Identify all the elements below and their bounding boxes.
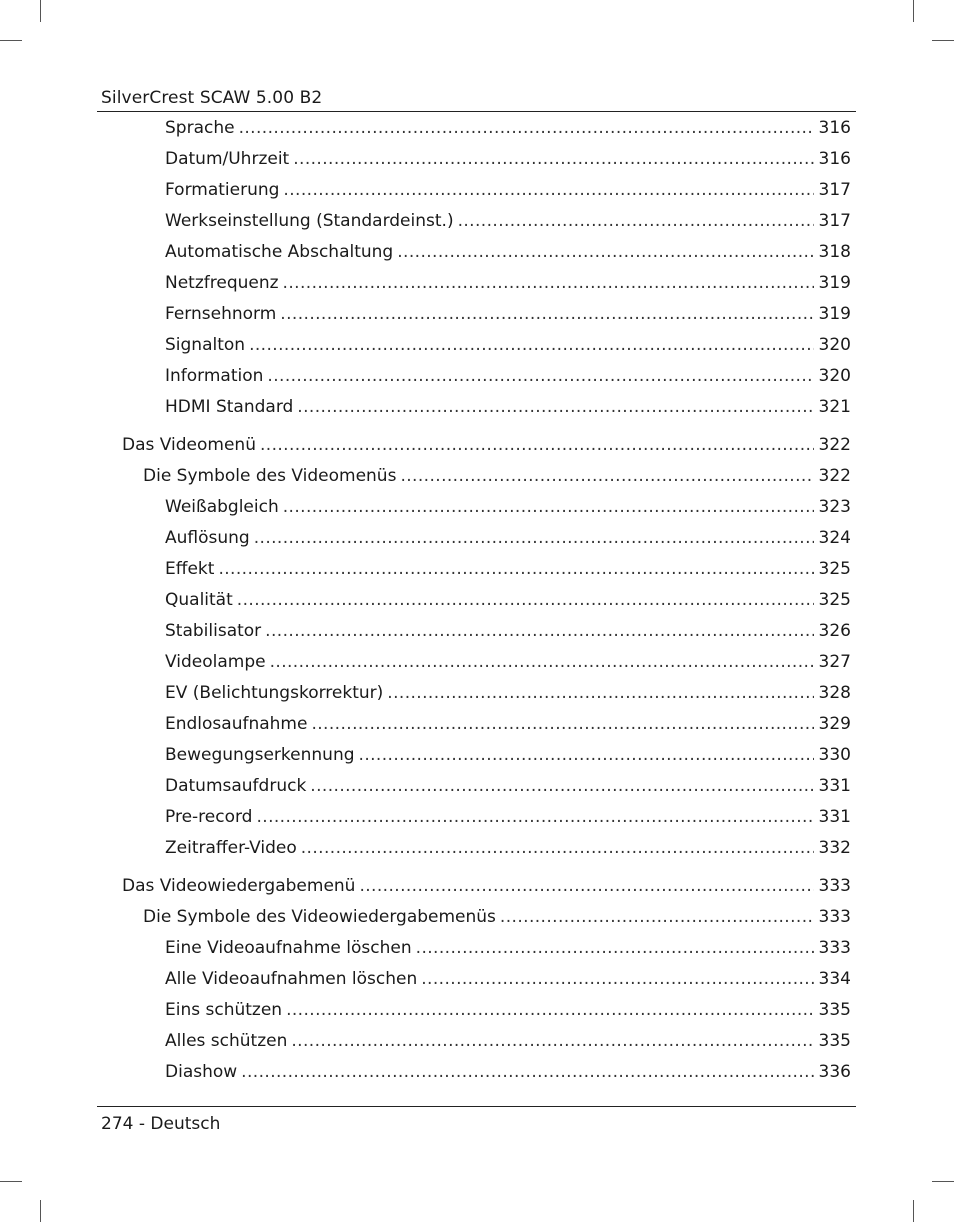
toc-entry-page: 322	[818, 435, 851, 455]
dot-leader	[283, 178, 813, 202]
dot-leader	[311, 712, 813, 736]
toc-entry-page: 326	[818, 621, 851, 641]
toc-entry-page: 317	[818, 180, 851, 200]
toc-entry-title: Information	[165, 366, 264, 386]
toc-entry[interactable]	[143, 905, 851, 929]
toc-entry-page: 316	[818, 118, 851, 138]
toc-entry-title: Auflösung	[165, 528, 250, 548]
toc-entry-title: Netzfrequenz	[165, 273, 279, 293]
toc-entry-page: 328	[818, 683, 851, 703]
dot-leader	[280, 302, 813, 326]
crop-mark	[40, 1200, 41, 1222]
toc-entry[interactable]	[165, 526, 851, 550]
toc-entry-page: 333	[818, 907, 851, 927]
crop-mark	[932, 1181, 954, 1182]
crop-mark	[913, 0, 914, 22]
toc-entry-page: 320	[818, 335, 851, 355]
toc-entry-title: Endlosaufnahme	[165, 714, 308, 734]
toc-entry[interactable]	[165, 998, 851, 1022]
toc-entry-title: Werkseinstellung (Standardeinst.)	[165, 211, 454, 231]
dot-leader	[310, 774, 813, 798]
dot-leader	[421, 967, 813, 991]
toc-entry[interactable]	[165, 650, 851, 674]
dot-leader	[400, 464, 813, 488]
toc-entry-title: Effekt	[165, 559, 215, 579]
toc-entry-page: 335	[818, 1031, 851, 1051]
dot-leader	[218, 557, 813, 581]
toc-entry[interactable]	[165, 333, 851, 357]
dot-leader	[286, 998, 813, 1022]
dot-leader	[256, 805, 813, 829]
toc-entry[interactable]	[165, 178, 851, 202]
dot-leader	[283, 271, 814, 295]
toc-entry-title: Zeitraffer-Video	[165, 838, 297, 858]
toc-entry-title: Eins schützen	[165, 1000, 283, 1020]
toc-entry-page: 335	[818, 1000, 851, 1020]
page-number: 274 - Deutsch	[101, 1114, 221, 1134]
dot-leader	[260, 433, 814, 457]
toc-entry[interactable]	[165, 147, 851, 171]
dot-leader	[416, 936, 814, 960]
toc-entry-title: EV (Belichtungskorrektur)	[165, 683, 384, 703]
toc-entry-title: Fernsehnorm	[165, 304, 277, 324]
toc-entry-page: 319	[818, 273, 851, 293]
running-header: SilverCrest SCAW 5.00 B2	[101, 88, 323, 108]
toc-entry-page: 329	[818, 714, 851, 734]
toc-entry-page: 325	[818, 559, 851, 579]
toc-entry-title: Datum/Uhrzeit	[165, 149, 290, 169]
toc-entry-title: Alles schützen	[165, 1031, 288, 1051]
toc-entry-title: Datumsaufdruck	[165, 776, 307, 796]
toc-entry-title: Weißabgleich	[165, 497, 279, 517]
dot-leader	[359, 743, 814, 767]
toc-entry[interactable]	[165, 364, 851, 388]
toc-entry-title: HDMI Standard	[165, 397, 294, 417]
dot-leader	[239, 116, 814, 140]
crop-mark	[932, 40, 954, 41]
toc-entry-title: Stabilisator	[165, 621, 262, 641]
toc-entry-page: 316	[818, 149, 851, 169]
toc-entry-page: 324	[818, 528, 851, 548]
dot-leader	[500, 905, 814, 929]
toc-entry-title: Videolampe	[165, 652, 266, 672]
toc-entry-title: Das Videowiedergabemenü	[122, 876, 356, 896]
toc-entry-page: 322	[818, 466, 851, 486]
toc-entry-page: 319	[818, 304, 851, 324]
toc-entry-title: Eine Videoaufnahme löschen	[165, 938, 412, 958]
toc-entry-title: Qualität	[165, 590, 233, 610]
toc-entry-page: 327	[818, 652, 851, 672]
toc-entry-page: 318	[818, 242, 851, 262]
toc-entry-page: 321	[818, 397, 851, 417]
toc-entry-page: 331	[818, 807, 851, 827]
dot-leader	[241, 1060, 813, 1084]
toc-entry[interactable]	[165, 936, 851, 960]
toc-entry-title: Das Videomenü	[122, 435, 256, 455]
toc-entry-title: Formatierung	[165, 180, 280, 200]
dot-leader	[249, 333, 813, 357]
dot-leader	[254, 526, 814, 550]
dot-leader	[387, 681, 813, 705]
toc-entry-title: Signalton	[165, 335, 246, 355]
dot-leader	[283, 495, 814, 519]
toc-entry[interactable]	[165, 271, 851, 295]
dot-leader	[458, 209, 814, 233]
toc-entry[interactable]	[165, 209, 851, 233]
dot-leader	[359, 874, 813, 898]
toc-entry[interactable]	[165, 743, 851, 767]
toc-entry-page: 317	[818, 211, 851, 231]
toc-entry-page: 334	[818, 969, 851, 989]
toc-entry[interactable]	[165, 557, 851, 581]
toc-entry[interactable]	[165, 805, 851, 829]
dot-leader	[301, 836, 814, 860]
toc-entry[interactable]	[122, 433, 851, 457]
toc-entry-page: 331	[818, 776, 851, 796]
toc-entry[interactable]	[165, 1029, 851, 1053]
toc-entry[interactable]	[165, 681, 851, 705]
toc-entry-title: Pre-record	[165, 807, 253, 827]
toc-entry[interactable]	[165, 619, 851, 643]
toc-entry-title: Alle Videoaufnahmen löschen	[165, 969, 418, 989]
dot-leader	[270, 650, 814, 674]
dot-leader	[293, 147, 813, 171]
dot-leader	[237, 588, 814, 612]
toc-entry-page: 332	[818, 838, 851, 858]
toc-entry-title: Die Symbole des Videowiedergabemenüs	[143, 907, 496, 927]
toc-entry[interactable]	[165, 1060, 851, 1084]
toc-entry-title: Automatische Abschaltung	[165, 242, 394, 262]
crop-mark	[0, 40, 22, 41]
toc-entry[interactable]	[165, 302, 851, 326]
toc-entry[interactable]	[165, 240, 851, 264]
footer-rule	[97, 1106, 856, 1107]
dot-leader	[291, 1029, 813, 1053]
dot-leader	[265, 619, 813, 643]
dot-leader	[267, 364, 813, 388]
toc-entry-page: 325	[818, 590, 851, 610]
toc-entry-title: Diashow	[165, 1062, 238, 1082]
toc-entry-page: 333	[818, 876, 851, 896]
toc-entry[interactable]	[143, 464, 851, 488]
toc-entry-page: 336	[818, 1062, 851, 1082]
toc-entry-page: 320	[818, 366, 851, 386]
crop-mark	[40, 0, 41, 22]
toc-entry-page: 333	[818, 938, 851, 958]
crop-mark	[913, 1200, 914, 1222]
header-rule	[97, 111, 856, 112]
toc-entry[interactable]	[165, 495, 851, 519]
toc-entry-page: 330	[818, 745, 851, 765]
toc-entry[interactable]	[122, 874, 851, 898]
toc-entry[interactable]	[165, 836, 851, 860]
crop-mark	[0, 1181, 22, 1182]
dot-leader	[397, 240, 813, 264]
toc-entry[interactable]	[165, 712, 851, 736]
toc-entry-title: Sprache	[165, 118, 235, 138]
toc-entry[interactable]	[165, 967, 851, 991]
toc-entry[interactable]	[165, 774, 851, 798]
toc-entry[interactable]	[165, 588, 851, 612]
toc-entry[interactable]	[165, 116, 851, 140]
dot-leader	[297, 395, 813, 419]
toc-entry-page: 323	[818, 497, 851, 517]
toc-entry[interactable]	[165, 395, 851, 419]
toc-entry-title: Die Symbole des Videomenüs	[143, 466, 397, 486]
toc-entry-title: Bewegungserkennung	[165, 745, 355, 765]
